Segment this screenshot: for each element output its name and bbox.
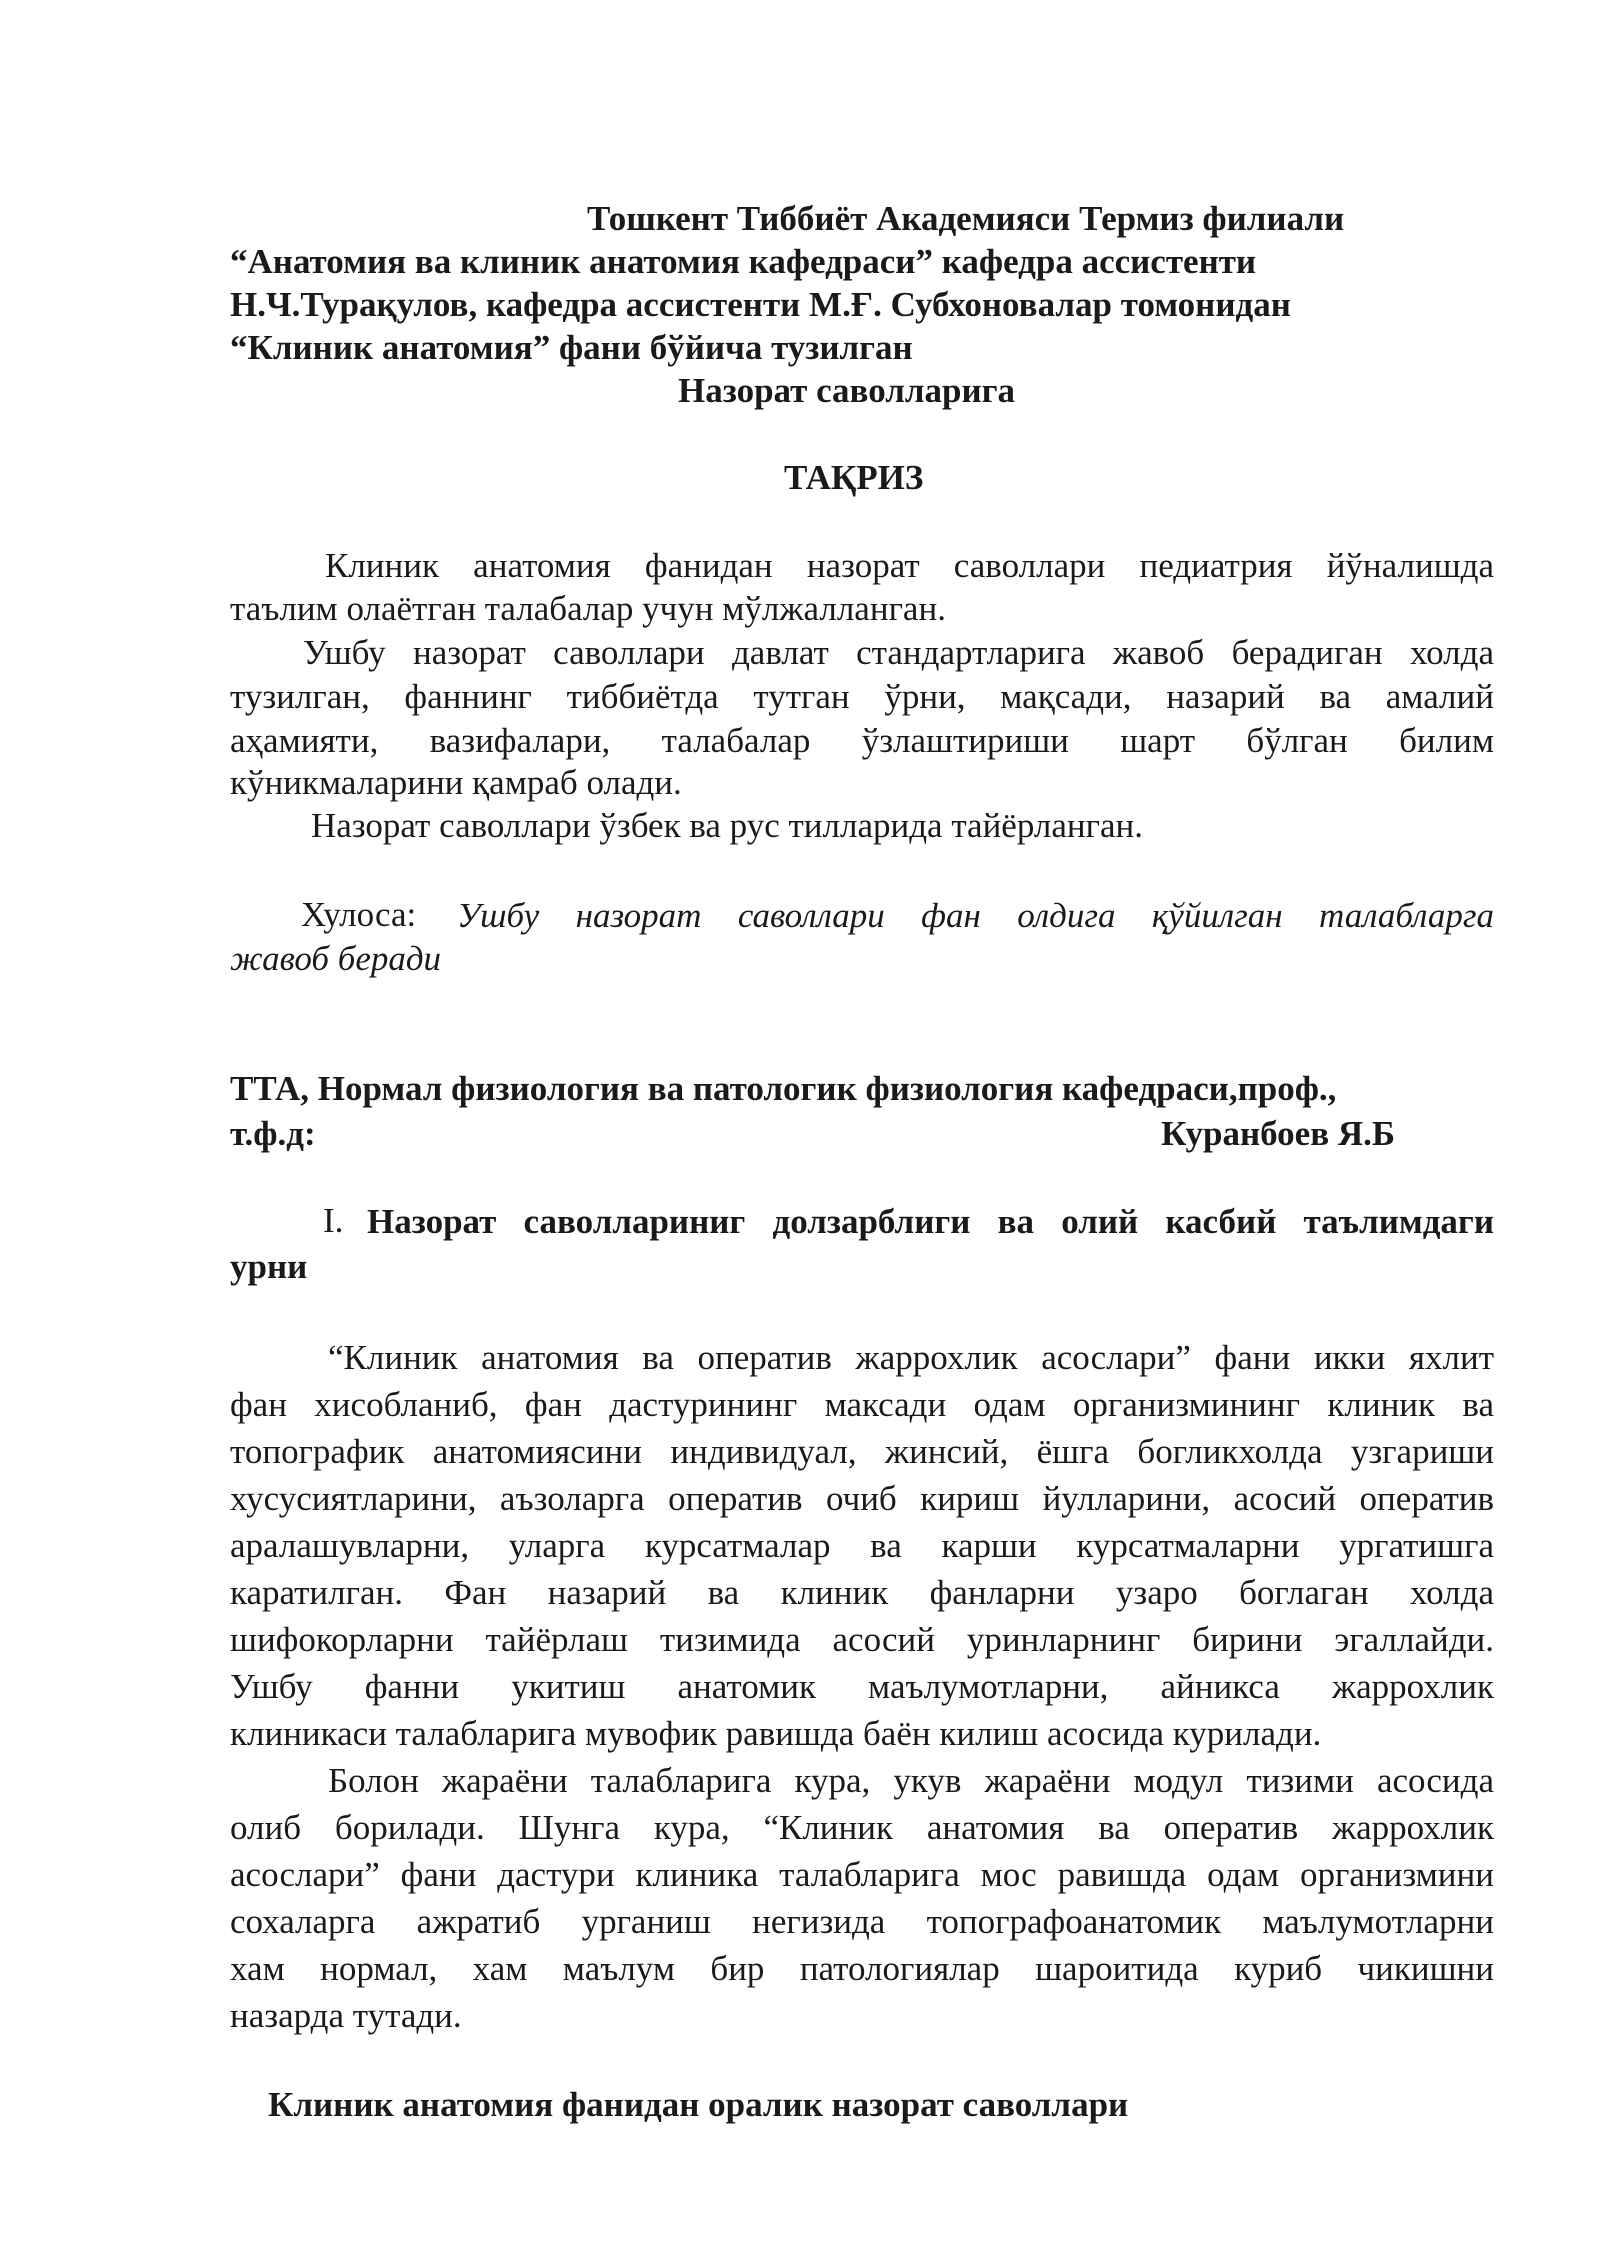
body-p1-line6: каратилган. Фан назарий ва клиник фанларни узаро боглаган холда: [230, 1573, 1494, 1612]
signature-degree: т.ф.д:: [230, 1114, 316, 1153]
header-authors: Н.Ч.Турақулов, кафедра ассистенти М.Ғ. Субхоновалар томонидан: [230, 285, 1291, 324]
section-title-line1: Назорат саволлариниг долзарблиги ва олий касбий таълимдаги: [367, 1202, 1494, 1241]
header-department: “Анатомия ва клиник анатомия кафедраси” кафедра ассистенти: [230, 242, 1257, 281]
body-p2-line5: хам нормал, хам маълум бир патологиялар шароитида куриб чикишни: [230, 1949, 1494, 1988]
body-p2-line6: назарда тутади.: [230, 1996, 462, 2035]
review-p2-line1: Ушбу назорат саволлари давлат стандартларига жавоб берадиган холда: [303, 633, 1494, 672]
header-control-questions: Назорат саволларига: [678, 371, 1016, 410]
review-p3-line1: Назорат саволлари ўзбек ва рус тилларида тайёрланган.: [311, 806, 1143, 845]
conclusion-label: Хулоса:: [301, 895, 417, 934]
body-p1-line3: топографик анатомиясини индивидуал, жинсий, ёшга богликхолда узгариши: [230, 1432, 1494, 1471]
body-p1-line1: “Клиник анатомия ва оператив жаррохлик асослари” фани икки яхлит: [328, 1338, 1494, 1377]
body-p1-line5: аралашувларни, уларга курсатмалар ва карши курсатмаларни ургатишга: [230, 1526, 1494, 1565]
header-institution: Тошкент Тиббиёт Академияси Термиз филиали: [587, 199, 1345, 238]
section-title-line2: урни: [230, 1247, 308, 1286]
review-p2-line2: тузилган, фаннинг тиббиётда тутган ўрни, мақсади, назарий ва амалий: [230, 677, 1494, 716]
body-p1-line2: фан хисобланиб, фан дастурининг максади одам организмининг клиник ва: [230, 1385, 1494, 1424]
body-p2-line2: олиб борилади. Шунга кура, “Клиник анатомия ва оператив жаррохлик: [230, 1808, 1494, 1847]
body-p1-line8: Ушбу фанни укитиш анатомик маълумотларни, айникса жаррохлик: [230, 1667, 1494, 1706]
body-p2-line4: сохаларга ажратиб урганиш негизида топографоанатомик маълумотларни: [230, 1902, 1494, 1941]
review-p1-line1: Клиник анатомия фанидан назорат саволлари педиатрия йўналишда: [325, 546, 1494, 585]
questions-heading: Клиник анатомия фанидан оралик назорат саволлари: [268, 2085, 1129, 2124]
conclusion-text-line2: жавоб беради: [230, 939, 442, 978]
body-p1-line7: шифокорларни тайёрлаш тизимида асосий уринларнинг бирини эгаллайди.: [230, 1620, 1494, 1659]
review-title: ТАҚРИЗ: [784, 458, 924, 497]
review-p1-line2: таълим олаётган талабалар учун мўлжалланган.: [230, 589, 946, 628]
header-subject: “Клиник анатомия” фани бўйича тузилган: [230, 328, 913, 367]
conclusion-text-line1: Ушбу назорат саволлари фан олдига қўйилган талабларга: [457, 896, 1494, 935]
body-p2-line3: асослари” фани дастури клиника талабларига мос равишда одам организмини: [230, 1855, 1494, 1894]
body-p2-line1: Болон жараёни талабларига кура, укув жараёни модул тизими асосида: [328, 1761, 1494, 1800]
body-p1-line9: клиникаси талабларига мувофик равишда баён килиш асосида курилади.: [230, 1714, 1322, 1753]
review-p2-line4: кўникмаларини қамраб олади.: [230, 763, 682, 802]
signature-affiliation: ТТА, Нормал физиология ва патологик физиология кафедраси,проф.,: [230, 1069, 1337, 1108]
signature-name: Куранбоев Я.Б: [1161, 1114, 1396, 1153]
body-p1-line4: хусусиятларини, аъзоларга оператив очиб кириш йулларини, асосий оператив: [230, 1479, 1494, 1518]
section-number: I.: [323, 1201, 344, 1240]
review-p2-line3: аҳамияти, вазифалари, талабалар ўзлаштириши шарт бўлган билим: [230, 721, 1494, 760]
